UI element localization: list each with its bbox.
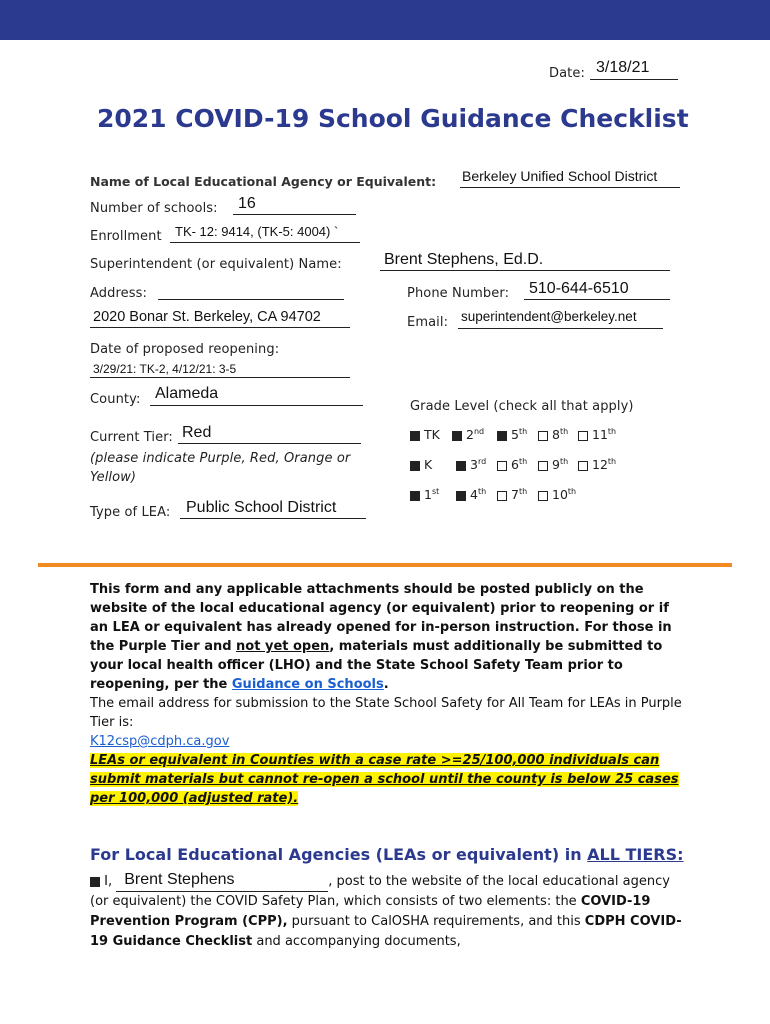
grade-option-7[interactable] (497, 487, 527, 502)
enrollment-label: Enrollment (90, 229, 162, 244)
attestation-text-2: pursuant to CalOSHA requirements, and this (287, 914, 585, 929)
grade-label-9: 9 (552, 457, 560, 473)
guidance-on-schools-link[interactable]: Guidance on Schools (231, 677, 384, 692)
attestation-i-label: I, (104, 874, 113, 889)
grade-checkbox-3[interactable] (456, 461, 466, 471)
grade-option-5[interactable] (497, 427, 527, 442)
case-rate-warning: LEAs or equivalent in Counties with a case rate >=25/100,000 individuals can submit materials but cannot re-open a school until the county is below 25 cases per 100,000 (adjusted rate). (90, 753, 679, 806)
attestation-paragraph (90, 872, 690, 952)
grade-option-k[interactable] (410, 457, 432, 472)
email-field[interactable]: superintendent@berkeley.net (461, 309, 637, 324)
grade-suffix-4: th (477, 487, 487, 496)
grade-label-2: 2 (466, 427, 474, 443)
tier-field[interactable]: Red (182, 424, 212, 441)
grade-label-k: K (424, 457, 433, 472)
num-schools-field[interactable]: 16 (238, 195, 256, 212)
num-schools-label: Number of schools: (90, 201, 218, 216)
attestation-checklist-name: CDPH COVID-19 Guidance Checklist (90, 914, 682, 949)
notice-text-1: This form and any applicable attachments should be posted publicly on the website of the local educational agency (or equivalent) prior to reopening or if an LEA or equivalent has already opened for in-person instruction. For those in the Purple Tier and (90, 582, 672, 654)
section-divider (38, 563, 732, 567)
grade-checkbox-9[interactable] (538, 461, 548, 471)
grade-suffix-7: th (518, 487, 528, 496)
grade-checkbox-2[interactable] (452, 431, 462, 441)
notice-text-2: , materials must additionally be submitted to your local health officer (LHO) and the State School Safety Team prior to reopening, per the (90, 639, 663, 692)
tier-underline (178, 443, 361, 444)
grade-suffix-2: nd (473, 427, 485, 436)
county-underline (150, 405, 363, 406)
lea-name-label: Name of Local Educational Agency or Equivalent: (90, 174, 437, 189)
num-schools-underline (233, 214, 356, 215)
grade-checkbox-7[interactable] (497, 491, 507, 501)
grade-label-6: 6 (511, 457, 519, 473)
date-underline (590, 79, 678, 80)
grade-suffix-12: th (607, 457, 617, 466)
grade-label-11: 11 (592, 427, 608, 443)
notice-not-yet-open: not yet open (236, 639, 330, 654)
grade-option-12[interactable] (578, 457, 616, 472)
grade-checkbox-12[interactable] (578, 461, 588, 471)
header-bar (0, 0, 770, 40)
county-field[interactable]: Alameda (155, 385, 219, 402)
all-tiers-heading (90, 845, 684, 864)
grade-option-6[interactable] (497, 457, 527, 472)
grade-checkbox-10[interactable] (538, 491, 548, 501)
grade-checkbox-4[interactable] (456, 491, 466, 501)
lea-type-label: Type of LEA: (90, 505, 171, 520)
address-field[interactable]: 2020 Bonar St. Berkeley, CA 94702 (93, 309, 321, 325)
phone-underline (524, 299, 670, 300)
grade-checkbox-1[interactable] (410, 491, 420, 501)
grade-label-7: 7 (511, 487, 519, 503)
grade-option-8[interactable] (538, 427, 568, 442)
grade-suffix-1: st (431, 487, 440, 496)
lea-type-field[interactable]: Public School District (186, 499, 337, 516)
grade-label-3: 3 (470, 457, 478, 473)
grade-checkbox-11[interactable] (578, 431, 588, 441)
phone-label: Phone Number: (407, 286, 510, 301)
notice-period: . (383, 677, 389, 692)
notice-submission-text: The email address for submission to the State School Safety for All Team for LEAs in Purple Tier is: (90, 696, 682, 730)
signer-name-field[interactable] (116, 871, 328, 892)
address-label: Address: (90, 286, 147, 301)
grade-option-1[interactable] (410, 487, 439, 502)
address-underline-2 (90, 327, 350, 328)
grade-label-10: 10 (552, 487, 568, 503)
grade-option-11[interactable] (578, 427, 616, 442)
superintendent-field[interactable]: Brent Stephens, Ed.D. (384, 251, 544, 268)
grade-option-2[interactable] (452, 427, 484, 442)
lea-type-underline (180, 518, 366, 519)
email-label: Email: (407, 315, 449, 330)
enrollment-field[interactable]: TK- 12: 9414, (TK-5: 4004) ` (175, 224, 339, 239)
attestation-text-3: and accompanying documents, (252, 934, 461, 949)
attestation-cpp: COVID-19 Prevention Program (CPP), (90, 894, 651, 929)
county-label: County: (90, 392, 141, 407)
superintendent-label: Superintendent (or equivalent) Name: (90, 257, 342, 272)
grade-checkbox-tk[interactable] (410, 431, 420, 441)
email-underline (458, 328, 663, 329)
grade-level-label: Grade Level (check all that apply) (410, 399, 634, 414)
grade-suffix-10: th (567, 487, 577, 496)
grade-label-4: 4 (470, 487, 478, 503)
lea-name-underline (460, 187, 680, 188)
grade-suffix-6: th (518, 457, 528, 466)
grade-option-tk[interactable] (410, 427, 440, 442)
submission-email-link[interactable]: K12csp@cdph.ca.gov (90, 734, 230, 749)
grade-suffix-11: th (607, 427, 617, 436)
tier-label: Current Tier: (90, 430, 173, 445)
grade-label-12: 12 (592, 457, 608, 473)
superintendent-underline (380, 270, 670, 271)
attestation-text-1: , post to the website of the local educational agency (or equivalent) the COVID Safety Plan, which consists of two elements: the (90, 874, 670, 909)
grade-suffix-3: rd (477, 457, 487, 466)
grade-label-tk: TK (424, 427, 440, 442)
grade-option-3[interactable] (456, 457, 486, 472)
grade-checkbox-5[interactable] (497, 431, 507, 441)
grade-option-9[interactable] (538, 457, 568, 472)
grade-suffix-9: th (559, 457, 569, 466)
reopening-field[interactable]: 3/29/21: TK-2, 4/12/21: 3-5 (93, 362, 237, 376)
grade-option-10[interactable] (538, 487, 576, 502)
posting-notice (90, 580, 690, 808)
grade-checkbox-6[interactable] (497, 461, 507, 471)
grade-label-8: 8 (552, 427, 560, 443)
reopening-underline (90, 377, 350, 378)
date-label: Date: (549, 66, 585, 81)
grade-suffix-5: th (518, 427, 528, 436)
all-tiers-heading-text: For Local Educational Agencies (LEAs or equivalent) in (90, 845, 588, 864)
signer-name: Brent Stephens (124, 871, 235, 888)
grade-checkbox-k[interactable] (410, 461, 420, 471)
address-underline-1 (158, 299, 344, 300)
phone-field[interactable]: 510-644-6510 (529, 280, 629, 297)
grade-label-1: 1 (424, 487, 432, 503)
attestation-checkbox[interactable] (90, 877, 100, 887)
enrollment-underline (170, 242, 360, 243)
lea-name-field[interactable]: Berkeley Unified School District (462, 168, 658, 184)
grade-suffix-8: th (559, 427, 569, 436)
date-value[interactable]: 3/18/21 (596, 59, 650, 76)
reopening-label: Date of proposed reopening: (90, 342, 280, 357)
grade-checkbox-8[interactable] (538, 431, 548, 441)
tier-note: (please indicate Purple, Red, Orange or Yellow) (90, 451, 351, 485)
all-tiers-heading-underlined: ALL TIERS: (587, 845, 684, 864)
grade-label-5: 5 (511, 427, 519, 443)
grade-option-4[interactable] (456, 487, 486, 502)
page-title: 2021 COVID-19 School Guidance Checklist (97, 104, 689, 133)
